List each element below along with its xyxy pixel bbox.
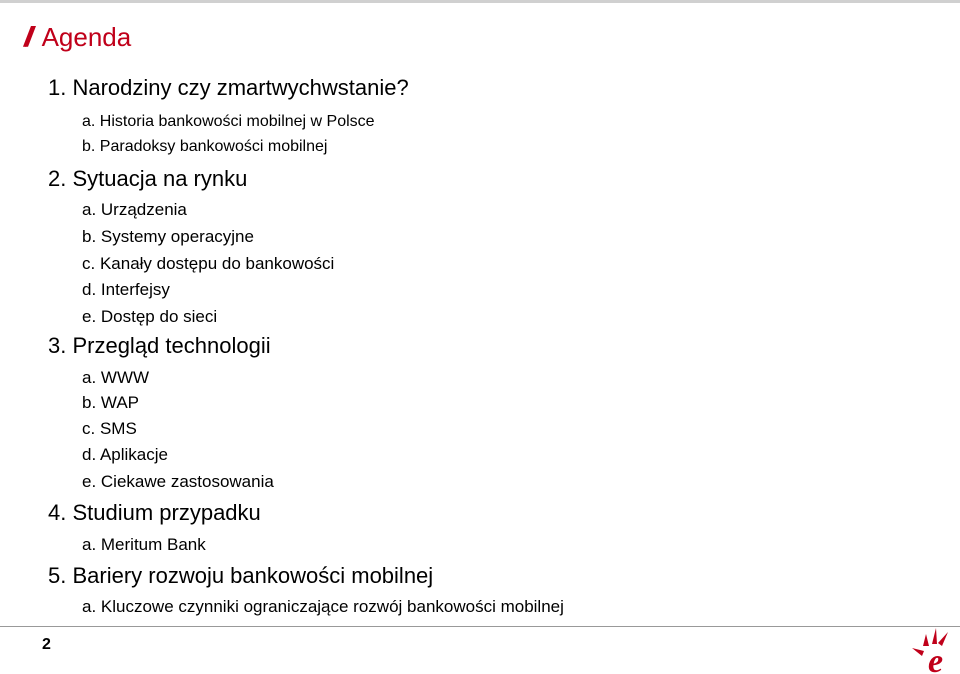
agenda-item: b. Paradoksy bankowości mobilnej bbox=[82, 138, 328, 155]
agenda-item: d. Aplikacje bbox=[82, 445, 168, 464]
agenda-item: a. WWW bbox=[82, 368, 150, 387]
title-slashes: // bbox=[24, 21, 28, 52]
section-heading-4: 4. Studium przypadku bbox=[48, 500, 261, 525]
page-number: 2 bbox=[42, 636, 51, 653]
agenda-item: c. SMS bbox=[82, 419, 137, 438]
agenda-item: c. Kanały dostępu do bankowości bbox=[82, 254, 335, 273]
agenda-item: e. Dostęp do sieci bbox=[82, 307, 218, 326]
logo-letter: e bbox=[928, 643, 944, 674]
agenda-item: a. Historia bankowości mobilnej w Polsce bbox=[82, 113, 375, 130]
section-heading-2: 2. Sytuacja na rynku bbox=[48, 166, 248, 191]
bottom-divider bbox=[0, 626, 960, 627]
title-text: Agenda bbox=[41, 21, 132, 52]
section-heading-5: 5. Bariery rozwoju bankowości mobilnej bbox=[48, 563, 434, 588]
e-logo-icon bbox=[904, 626, 958, 674]
agenda-item: d. Interfejsy bbox=[82, 280, 170, 299]
top-divider bbox=[0, 0, 960, 3]
agenda-item: b. WAP bbox=[82, 393, 139, 412]
slide-title bbox=[24, 20, 131, 54]
agenda-item: a. Meritum Bank bbox=[82, 535, 206, 554]
section-heading-3: 3. Przegląd technologii bbox=[48, 333, 271, 358]
agenda-item: e. Ciekawe zastosowania bbox=[82, 472, 274, 491]
agenda-item: b. Systemy operacyjne bbox=[82, 227, 254, 246]
section-heading-1: 1. Narodziny czy zmartwychwstanie? bbox=[48, 75, 409, 100]
agenda-item: a. Kluczowe czynniki ograniczające rozwój bankowości mobilnej bbox=[82, 597, 564, 616]
agenda-item: a. Urządzenia bbox=[82, 200, 187, 219]
